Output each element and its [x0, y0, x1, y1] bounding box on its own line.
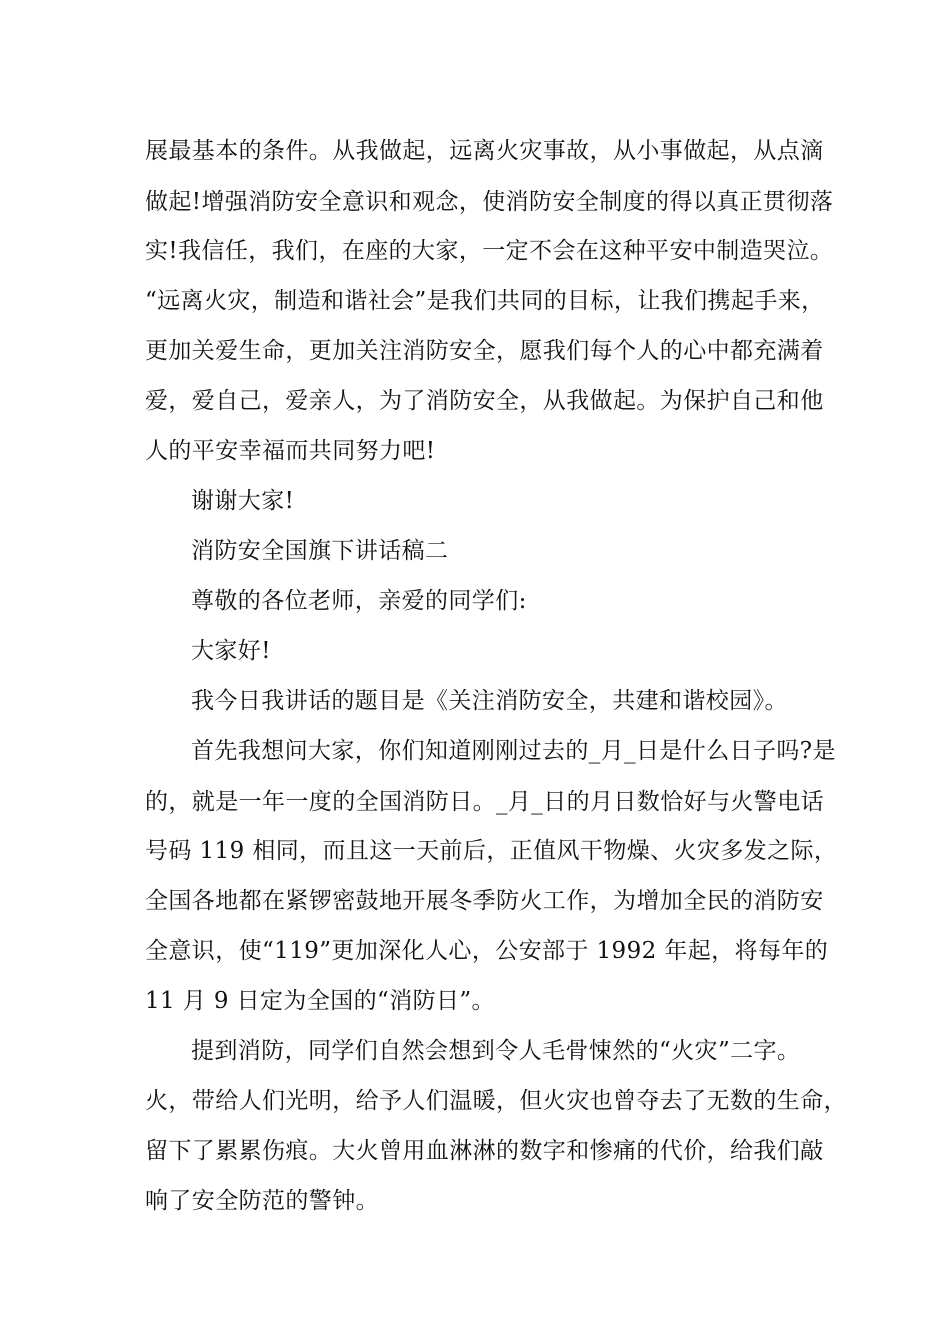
text-line: 的，就是一年一度的全国消防日。_月_日的月日数恰好与火警电话 [145, 789, 824, 815]
text-line: 全意识，使“119”更加深化人心，公安部于 1992 年起，将每年的 [145, 938, 829, 964]
text-line: 留下了累累伤痕。大火曾用血淋淋的数字和惨痛的代价，给我们敲 [145, 1138, 824, 1164]
greeting-line: 大家好! [191, 638, 271, 664]
text-line: 全国各地都在紧锣密鼓地开展冬季防火工作，为增加全民的消防安 [145, 888, 824, 914]
text-line: 人的平安幸福而共同努力吧! [145, 438, 436, 464]
topic-line: 我今日我讲话的题目是《关注消防安全，共建和谐校园》。 [191, 688, 788, 714]
text-line: 爱，爱自己，爱亲人，为了消防安全，从我做起。为保护自己和他 [145, 388, 824, 414]
text-line: 提到消防，同学们自然会想到令人毛骨悚然的“火灾”二字。 [191, 1038, 801, 1064]
text-line: “远离火灾，制造和谐社会”是我们共同的目标，让我们携起手来， [145, 288, 825, 314]
text-line: 号码 119 相同，而且这一天前后，正值风干物燥、火灾多发之际， [145, 838, 838, 864]
text-line: 展最基本的条件。从我做起，远离火灾事故，从小事做起，从点滴 [145, 138, 824, 164]
closing-line: 谢谢大家! [191, 488, 295, 514]
text-line: 更加关爱生命，更加关注消防安全，愿我们每个人的心中都充满着 [145, 338, 824, 364]
text-line: 响了安全防范的警钟。 [145, 1188, 379, 1214]
salutation-line: 尊敬的各位老师，亲爱的同学们: [191, 588, 527, 614]
text-line: 11 月 9 日定为全国的“消防日”。 [145, 988, 495, 1014]
text-line: 做起!增强消防安全意识和观念，使消防安全制度的得以真正贯彻落 [145, 189, 834, 215]
text-line: 火，带给人们光明，给予人们温暖，但火灾也曾夺去了无数的生命， [145, 1088, 847, 1114]
text-line: 实!我信任，我们，在座的大家，一定不会在这种平安中制造哭泣。 [145, 238, 834, 264]
section-title: 消防安全国旗下讲话稿二 [191, 538, 449, 564]
text-line: 首先我想问大家，你们知道刚刚过去的_月_日是什么日子吗?是 [191, 738, 836, 764]
